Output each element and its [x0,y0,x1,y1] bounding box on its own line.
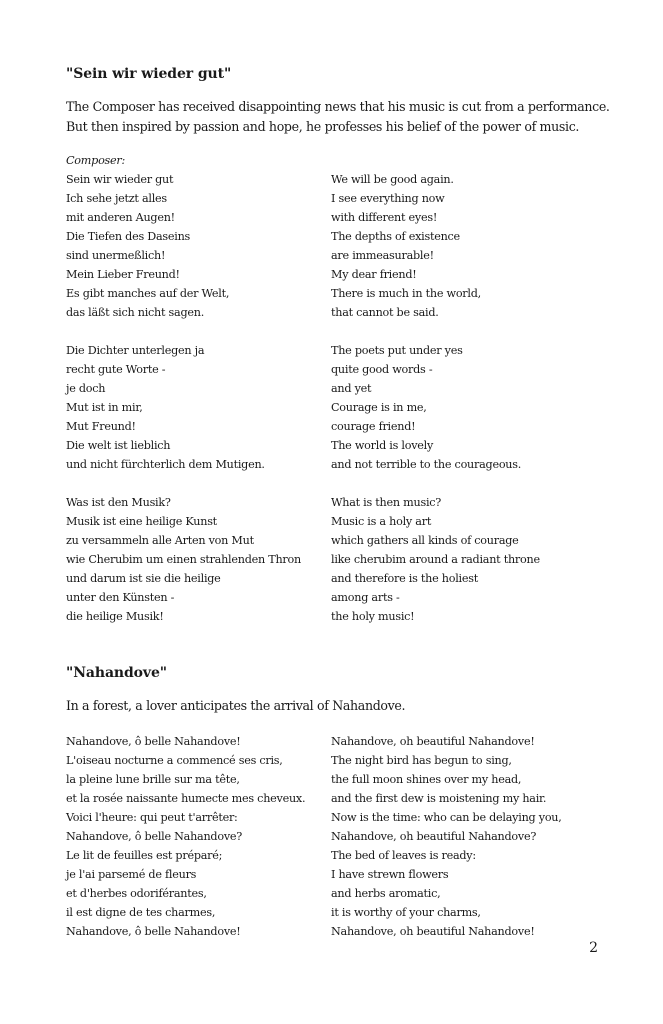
verse-line: among arts - [331,591,400,604]
verse-line: What is then music? [331,496,442,509]
verse-line: Die Tiefen des Daseins [66,230,191,243]
verse-line: The night bird has begun to sing, [331,754,512,767]
verse-line: Nahandove, oh beautiful Nahandove! [331,735,535,748]
verse-line: die heilige Musik! [66,610,164,623]
speaker-label: Composer: [66,154,126,167]
verse-line: zu versammeln alle Arten von Mut [66,534,254,547]
verse-line: The depths of existence [331,230,460,243]
verse-line: Music is a holy art [331,515,432,528]
verse-line: There is much in the world, [331,287,481,300]
verse-line: the full moon shines over my head, [331,773,522,786]
intro-line: In a forest, a lover anticipates the arrival of Nahandove. [66,698,406,713]
verse-line: Nahandove, oh beautiful Nahandove? [331,830,537,843]
page-number: 2 [589,940,598,956]
stanza-break [331,474,631,493]
verse-line: Mut ist in mir, [66,401,143,414]
verse-line: Now is the time: who can be delaying you, [331,811,562,824]
verse-line: je l'ai parsemé de fleurs [66,868,197,881]
verse-line: that cannot be said. [331,306,439,319]
verse-line: sind unermeßlich! [66,249,166,262]
verse-line: wie Cherubim um einen strahlenden Thron [66,553,301,566]
stanza-break [66,322,328,341]
verse-line: My dear friend! [331,268,417,281]
verse-line: courage friend! [331,420,416,433]
verse-line: das läßt sich nicht sagen. [66,306,205,319]
french-verse [66,732,328,941]
verse-line: il est digne de tes charmes, [66,906,216,919]
verse-line: Mut Freund! [66,420,136,433]
verse-line: Es gibt manches auf der Welt, [66,287,230,300]
german-verse [66,170,328,626]
verse-line: Courage is in me, [331,401,427,414]
verse-line: Nahandove, ô belle Nahandove? [66,830,243,843]
verse-line: and not terrible to the courageous. [331,458,522,471]
song-intro-nahandove [66,696,626,716]
verse-line: Die welt ist lieblich [66,439,171,452]
verse-line: et la rosée naissante humecte mes cheveux. [66,792,306,805]
verse-line: are immeasurable! [331,249,434,262]
verse-line: Voici l'heure: qui peut t'arrêter: [66,811,238,824]
german-text-column [66,151,328,626]
verse-line: We will be good again. [331,173,454,186]
verse-line: Le lit de feuilles est préparé; [66,849,223,862]
verse-line: Ich sehe jetzt alles [66,192,167,205]
verse-line: The poets put under yes [331,344,463,357]
song-title-nahandove: "Nahandove" [66,665,167,681]
verse-line: L'oiseau nocturne a commencé ses cris, [66,754,283,767]
verse-line: und darum ist sie die heilige [66,572,221,585]
english-verse [331,732,631,941]
intro-line: But then inspired by passion and hope, he professes his belief of the power of music. [66,119,580,134]
verse-line: Was ist den Musik? [66,496,171,509]
verse-line: je doch [66,382,106,395]
english-verse [331,170,631,626]
stanza-break [331,322,631,341]
english-translation-column-nahandove [331,732,631,941]
verse-line: Die Dichter unterlegen ja [66,344,205,357]
verse-line: quite good words - [331,363,433,376]
verse-line: Mein Lieber Freund! [66,268,180,281]
verse-line: et d'herbes odoriférantes, [66,887,207,900]
verse-line: Nahandove, ô belle Nahandove! [66,735,241,748]
verse-line: and herbs aromatic, [331,887,441,900]
verse-line: and yet [331,382,372,395]
verse-line: und nicht fürchterlich dem Mutigen. [66,458,265,471]
verse-line: which gathers all kinds of courage [331,534,519,547]
verse-line: like cherubim around a radiant throne [331,553,540,566]
french-text-column [66,732,328,941]
verse-line: and therefore is the holiest [331,572,478,585]
verse-line: I see everything now [331,192,445,205]
verse-line: with different eyes! [331,211,438,224]
verse-line: I have strewn flowers [331,868,449,881]
verse-line: la pleine lune brille sur ma tête, [66,773,240,786]
verse-line: Nahandove, oh beautiful Nahandove! [331,925,535,938]
verse-line: The bed of leaves is ready: [331,849,476,862]
song-intro-sein-wir-wieder-gut [66,97,626,137]
verse-line: unter den Künsten - [66,591,175,604]
verse-line: mit anderen Augen! [66,211,175,224]
verse-line: and the first dew is moistening my hair. [331,792,547,805]
intro-line: The Composer has received disappointing news that his music is cut from a performance. [66,99,610,114]
verse-line: Nahandove, ô belle Nahandove! [66,925,241,938]
verse-line: the holy music! [331,610,415,623]
english-translation-column [331,170,631,626]
verse-line: The world is lovely [331,439,434,452]
verse-line: recht gute Worte - [66,363,166,376]
verse-line: Sein wir wieder gut [66,173,174,186]
song-title-sein-wir-wieder-gut: "Sein wir wieder gut" [66,66,232,82]
stanza-break [66,474,328,493]
verse-line: Musik ist eine heilige Kunst [66,515,217,528]
verse-line: it is worthy of your charms, [331,906,481,919]
